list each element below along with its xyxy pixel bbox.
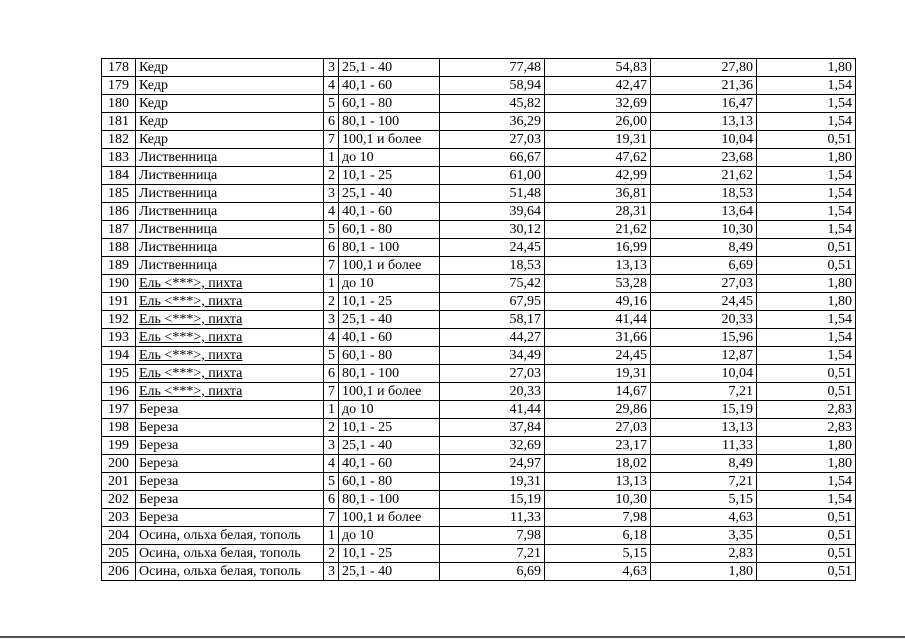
class-cell: 7 xyxy=(324,131,339,149)
species-link-text: Ель <***>, пихта xyxy=(139,348,243,363)
row-number-cell: 185 xyxy=(102,185,136,203)
value-2-cell: 26,00 xyxy=(545,113,651,131)
species-cell: Береза xyxy=(136,491,324,509)
row-number-cell: 198 xyxy=(102,419,136,437)
value-2-cell: 24,45 xyxy=(545,347,651,365)
value-2-cell: 7,98 xyxy=(545,509,651,527)
value-4-cell: 0,51 xyxy=(757,383,856,401)
value-3-cell: 18,53 xyxy=(651,185,757,203)
species-cell xyxy=(136,347,324,365)
value-3-cell: 27,80 xyxy=(651,59,757,77)
species-cell: Береза xyxy=(136,455,324,473)
table-row xyxy=(102,383,856,401)
class-cell: 6 xyxy=(324,113,339,131)
value-3-cell: 21,62 xyxy=(651,167,757,185)
species-cell: Кедр xyxy=(136,131,324,149)
value-2-cell: 31,66 xyxy=(545,329,651,347)
value-1-cell: 51,48 xyxy=(440,185,545,203)
value-3-cell: 21,36 xyxy=(651,77,757,95)
value-3-cell: 15,19 xyxy=(651,401,757,419)
class-cell: 4 xyxy=(324,203,339,221)
value-2-cell: 49,16 xyxy=(545,293,651,311)
row-number-cell: 203 xyxy=(102,509,136,527)
species-cell: Береза xyxy=(136,401,324,419)
value-1-cell: 27,03 xyxy=(440,131,545,149)
table-row xyxy=(102,437,856,455)
species-cell: Кедр xyxy=(136,59,324,77)
value-3-cell: 8,49 xyxy=(651,239,757,257)
value-4-cell: 1,54 xyxy=(757,329,856,347)
value-3-cell: 20,33 xyxy=(651,311,757,329)
diameter-range-cell: 10,1 - 25 xyxy=(339,293,440,311)
value-4-cell: 1,54 xyxy=(757,347,856,365)
value-2-cell: 6,18 xyxy=(545,527,651,545)
table-row xyxy=(102,293,856,311)
value-2-cell: 10,30 xyxy=(545,491,651,509)
value-2-cell: 53,28 xyxy=(545,275,651,293)
row-number-cell: 206 xyxy=(102,563,136,581)
value-3-cell: 23,68 xyxy=(651,149,757,167)
table-row xyxy=(102,59,856,77)
value-3-cell: 24,45 xyxy=(651,293,757,311)
value-1-cell: 37,84 xyxy=(440,419,545,437)
species-cell: Лиственница xyxy=(136,203,324,221)
value-4-cell: 1,54 xyxy=(757,167,856,185)
table-row xyxy=(102,455,856,473)
value-1-cell: 75,42 xyxy=(440,275,545,293)
class-cell: 7 xyxy=(324,509,339,527)
table-row xyxy=(102,239,856,257)
value-1-cell: 24,45 xyxy=(440,239,545,257)
table-row xyxy=(102,275,856,293)
table-row xyxy=(102,221,856,239)
diameter-range-cell: 40,1 - 60 xyxy=(339,455,440,473)
value-4-cell: 1,54 xyxy=(757,311,856,329)
value-1-cell: 32,69 xyxy=(440,437,545,455)
diameter-range-cell: до 10 xyxy=(339,527,440,545)
value-1-cell: 19,31 xyxy=(440,473,545,491)
row-number-cell: 188 xyxy=(102,239,136,257)
value-4-cell: 1,54 xyxy=(757,185,856,203)
value-2-cell: 47,62 xyxy=(545,149,651,167)
diameter-range-cell: 80,1 - 100 xyxy=(339,239,440,257)
value-2-cell: 36,81 xyxy=(545,185,651,203)
value-1-cell: 66,67 xyxy=(440,149,545,167)
species-link-text: Ель <***>, пихта xyxy=(139,384,243,399)
species-cell xyxy=(136,365,324,383)
value-3-cell: 13,13 xyxy=(651,419,757,437)
value-2-cell: 23,17 xyxy=(545,437,651,455)
value-3-cell: 6,69 xyxy=(651,257,757,275)
value-1-cell: 77,48 xyxy=(440,59,545,77)
species-link-text: Ель <***>, пихта xyxy=(139,312,243,327)
class-cell: 5 xyxy=(324,473,339,491)
row-number-cell: 192 xyxy=(102,311,136,329)
table-row xyxy=(102,527,856,545)
value-1-cell: 45,82 xyxy=(440,95,545,113)
diameter-range-cell: до 10 xyxy=(339,149,440,167)
rates-table xyxy=(101,58,856,581)
value-3-cell: 8,49 xyxy=(651,455,757,473)
species-cell: Кедр xyxy=(136,77,324,95)
value-4-cell: 0,51 xyxy=(757,239,856,257)
table-row xyxy=(102,131,856,149)
row-number-cell: 195 xyxy=(102,365,136,383)
value-3-cell: 2,83 xyxy=(651,545,757,563)
table-row xyxy=(102,419,856,437)
diameter-range-cell: 40,1 - 60 xyxy=(339,77,440,95)
value-3-cell: 10,30 xyxy=(651,221,757,239)
value-2-cell: 16,99 xyxy=(545,239,651,257)
value-1-cell: 11,33 xyxy=(440,509,545,527)
value-1-cell: 36,29 xyxy=(440,113,545,131)
value-2-cell: 14,67 xyxy=(545,383,651,401)
diameter-range-cell: 60,1 - 80 xyxy=(339,221,440,239)
row-number-cell: 184 xyxy=(102,167,136,185)
value-1-cell: 27,03 xyxy=(440,365,545,383)
class-cell: 3 xyxy=(324,563,339,581)
page-edge-rule xyxy=(0,636,905,638)
species-cell: Лиственница xyxy=(136,239,324,257)
row-number-cell: 179 xyxy=(102,77,136,95)
value-4-cell: 0,51 xyxy=(757,563,856,581)
table-row xyxy=(102,95,856,113)
value-4-cell: 1,54 xyxy=(757,95,856,113)
diameter-range-cell: 60,1 - 80 xyxy=(339,473,440,491)
row-number-cell: 197 xyxy=(102,401,136,419)
diameter-range-cell: 80,1 - 100 xyxy=(339,491,440,509)
value-2-cell: 13,13 xyxy=(545,473,651,491)
value-4-cell: 1,80 xyxy=(757,293,856,311)
species-cell: Лиственница xyxy=(136,185,324,203)
value-1-cell: 61,00 xyxy=(440,167,545,185)
table-row xyxy=(102,545,856,563)
table-row xyxy=(102,311,856,329)
diameter-range-cell: 10,1 - 25 xyxy=(339,545,440,563)
row-number-cell: 182 xyxy=(102,131,136,149)
value-3-cell: 11,33 xyxy=(651,437,757,455)
species-cell: Береза xyxy=(136,437,324,455)
diameter-range-cell: до 10 xyxy=(339,275,440,293)
row-number-cell: 191 xyxy=(102,293,136,311)
value-4-cell: 1,80 xyxy=(757,437,856,455)
value-3-cell: 7,21 xyxy=(651,383,757,401)
value-4-cell: 1,54 xyxy=(757,77,856,95)
diameter-range-cell: 10,1 - 25 xyxy=(339,419,440,437)
value-3-cell: 1,80 xyxy=(651,563,757,581)
value-3-cell: 7,21 xyxy=(651,473,757,491)
value-3-cell: 10,04 xyxy=(651,365,757,383)
row-number-cell: 178 xyxy=(102,59,136,77)
value-1-cell: 30,12 xyxy=(440,221,545,239)
species-cell xyxy=(136,329,324,347)
value-1-cell: 58,94 xyxy=(440,77,545,95)
value-3-cell: 5,15 xyxy=(651,491,757,509)
row-number-cell: 190 xyxy=(102,275,136,293)
class-cell: 2 xyxy=(324,293,339,311)
row-number-cell: 189 xyxy=(102,257,136,275)
value-2-cell: 42,47 xyxy=(545,77,651,95)
class-cell: 3 xyxy=(324,437,339,455)
value-1-cell: 34,49 xyxy=(440,347,545,365)
value-2-cell: 13,13 xyxy=(545,257,651,275)
value-3-cell: 13,13 xyxy=(651,113,757,131)
species-link-text: Ель <***>, пихта xyxy=(139,366,243,381)
value-4-cell: 1,54 xyxy=(757,221,856,239)
row-number-cell: 194 xyxy=(102,347,136,365)
table-row xyxy=(102,491,856,509)
value-2-cell: 4,63 xyxy=(545,563,651,581)
row-number-cell: 180 xyxy=(102,95,136,113)
value-2-cell: 28,31 xyxy=(545,203,651,221)
row-number-cell: 202 xyxy=(102,491,136,509)
species-link-text: Ель <***>, пихта xyxy=(139,330,243,345)
row-number-cell: 196 xyxy=(102,383,136,401)
value-4-cell: 0,51 xyxy=(757,527,856,545)
table-row xyxy=(102,113,856,131)
value-3-cell: 4,63 xyxy=(651,509,757,527)
value-1-cell: 7,21 xyxy=(440,545,545,563)
value-1-cell: 20,33 xyxy=(440,383,545,401)
value-4-cell: 0,51 xyxy=(757,365,856,383)
species-cell: Лиственница xyxy=(136,149,324,167)
value-2-cell: 27,03 xyxy=(545,419,651,437)
value-4-cell: 0,51 xyxy=(757,257,856,275)
diameter-range-cell: 25,1 - 40 xyxy=(339,59,440,77)
species-cell: Лиственница xyxy=(136,257,324,275)
diameter-range-cell: 100,1 и более xyxy=(339,131,440,149)
species-cell: Береза xyxy=(136,509,324,527)
species-cell: Осина, ольха белая, тополь xyxy=(136,545,324,563)
value-4-cell: 1,80 xyxy=(757,455,856,473)
table-row xyxy=(102,401,856,419)
row-number-cell: 181 xyxy=(102,113,136,131)
class-cell: 1 xyxy=(324,275,339,293)
value-1-cell: 58,17 xyxy=(440,311,545,329)
diameter-range-cell: 10,1 - 25 xyxy=(339,167,440,185)
value-3-cell: 16,47 xyxy=(651,95,757,113)
value-2-cell: 29,86 xyxy=(545,401,651,419)
diameter-range-cell: 40,1 - 60 xyxy=(339,329,440,347)
diameter-range-cell: 25,1 - 40 xyxy=(339,185,440,203)
species-cell: Осина, ольха белая, тополь xyxy=(136,527,324,545)
species-cell: Береза xyxy=(136,473,324,491)
value-4-cell: 0,51 xyxy=(757,509,856,527)
class-cell: 3 xyxy=(324,59,339,77)
value-1-cell: 67,95 xyxy=(440,293,545,311)
value-2-cell: 18,02 xyxy=(545,455,651,473)
row-number-cell: 199 xyxy=(102,437,136,455)
class-cell: 6 xyxy=(324,239,339,257)
class-cell: 2 xyxy=(324,545,339,563)
species-cell xyxy=(136,275,324,293)
value-1-cell: 6,69 xyxy=(440,563,545,581)
row-number-cell: 187 xyxy=(102,221,136,239)
diameter-range-cell: 100,1 и более xyxy=(339,383,440,401)
class-cell: 4 xyxy=(324,329,339,347)
value-1-cell: 7,98 xyxy=(440,527,545,545)
table-row xyxy=(102,509,856,527)
table-row xyxy=(102,167,856,185)
value-2-cell: 54,83 xyxy=(545,59,651,77)
value-4-cell: 1,54 xyxy=(757,473,856,491)
table-row xyxy=(102,563,856,581)
value-1-cell: 18,53 xyxy=(440,257,545,275)
diameter-range-cell: 80,1 - 100 xyxy=(339,365,440,383)
species-cell: Кедр xyxy=(136,113,324,131)
value-4-cell: 1,54 xyxy=(757,203,856,221)
value-3-cell: 3,35 xyxy=(651,527,757,545)
diameter-range-cell: 100,1 и более xyxy=(339,509,440,527)
table-row xyxy=(102,185,856,203)
species-cell xyxy=(136,293,324,311)
species-link-text: Ель <***>, пихта xyxy=(139,276,243,291)
table-row xyxy=(102,77,856,95)
class-cell: 5 xyxy=(324,95,339,113)
row-number-cell: 183 xyxy=(102,149,136,167)
value-2-cell: 41,44 xyxy=(545,311,651,329)
value-4-cell: 1,80 xyxy=(757,275,856,293)
value-2-cell: 5,15 xyxy=(545,545,651,563)
diameter-range-cell: до 10 xyxy=(339,401,440,419)
class-cell: 5 xyxy=(324,221,339,239)
class-cell: 3 xyxy=(324,185,339,203)
class-cell: 3 xyxy=(324,311,339,329)
value-1-cell: 15,19 xyxy=(440,491,545,509)
diameter-range-cell: 40,1 - 60 xyxy=(339,203,440,221)
value-2-cell: 19,31 xyxy=(545,365,651,383)
table-row xyxy=(102,365,856,383)
class-cell: 1 xyxy=(324,401,339,419)
value-1-cell: 39,64 xyxy=(440,203,545,221)
diameter-range-cell: 100,1 и более xyxy=(339,257,440,275)
table-body xyxy=(102,59,856,581)
value-3-cell: 15,96 xyxy=(651,329,757,347)
diameter-range-cell: 25,1 - 40 xyxy=(339,437,440,455)
table-row xyxy=(102,257,856,275)
diameter-range-cell: 60,1 - 80 xyxy=(339,95,440,113)
value-4-cell: 1,80 xyxy=(757,149,856,167)
value-4-cell: 0,51 xyxy=(757,545,856,563)
table-row xyxy=(102,203,856,221)
row-number-cell: 204 xyxy=(102,527,136,545)
species-cell xyxy=(136,311,324,329)
value-4-cell: 1,80 xyxy=(757,59,856,77)
table-row xyxy=(102,329,856,347)
value-3-cell: 10,04 xyxy=(651,131,757,149)
class-cell: 4 xyxy=(324,77,339,95)
diameter-range-cell: 60,1 - 80 xyxy=(339,347,440,365)
value-1-cell: 41,44 xyxy=(440,401,545,419)
value-4-cell: 1,54 xyxy=(757,491,856,509)
value-1-cell: 24,97 xyxy=(440,455,545,473)
species-cell: Лиственница xyxy=(136,221,324,239)
class-cell: 2 xyxy=(324,419,339,437)
row-number-cell: 193 xyxy=(102,329,136,347)
value-3-cell: 12,87 xyxy=(651,347,757,365)
class-cell: 5 xyxy=(324,347,339,365)
species-cell xyxy=(136,383,324,401)
value-3-cell: 27,03 xyxy=(651,275,757,293)
row-number-cell: 186 xyxy=(102,203,136,221)
class-cell: 4 xyxy=(324,455,339,473)
class-cell: 7 xyxy=(324,257,339,275)
value-2-cell: 19,31 xyxy=(545,131,651,149)
class-cell: 6 xyxy=(324,491,339,509)
diameter-range-cell: 80,1 - 100 xyxy=(339,113,440,131)
table-row xyxy=(102,347,856,365)
species-cell: Кедр xyxy=(136,95,324,113)
diameter-range-cell: 25,1 - 40 xyxy=(339,311,440,329)
class-cell: 6 xyxy=(324,365,339,383)
value-4-cell: 0,51 xyxy=(757,131,856,149)
class-cell: 2 xyxy=(324,167,339,185)
row-number-cell: 201 xyxy=(102,473,136,491)
row-number-cell: 200 xyxy=(102,455,136,473)
value-1-cell: 44,27 xyxy=(440,329,545,347)
table-row xyxy=(102,473,856,491)
class-cell: 1 xyxy=(324,149,339,167)
class-cell: 7 xyxy=(324,383,339,401)
row-number-cell: 205 xyxy=(102,545,136,563)
value-4-cell: 2,83 xyxy=(757,419,856,437)
species-cell: Осина, ольха белая, тополь xyxy=(136,563,324,581)
value-4-cell: 2,83 xyxy=(757,401,856,419)
value-2-cell: 42,99 xyxy=(545,167,651,185)
species-cell: Лиственница xyxy=(136,167,324,185)
class-cell: 1 xyxy=(324,527,339,545)
value-3-cell: 13,64 xyxy=(651,203,757,221)
value-2-cell: 32,69 xyxy=(545,95,651,113)
value-2-cell: 21,62 xyxy=(545,221,651,239)
value-4-cell: 1,54 xyxy=(757,113,856,131)
species-cell: Береза xyxy=(136,419,324,437)
table-row xyxy=(102,149,856,167)
species-link-text: Ель <***>, пихта xyxy=(139,294,243,309)
diameter-range-cell: 25,1 - 40 xyxy=(339,563,440,581)
